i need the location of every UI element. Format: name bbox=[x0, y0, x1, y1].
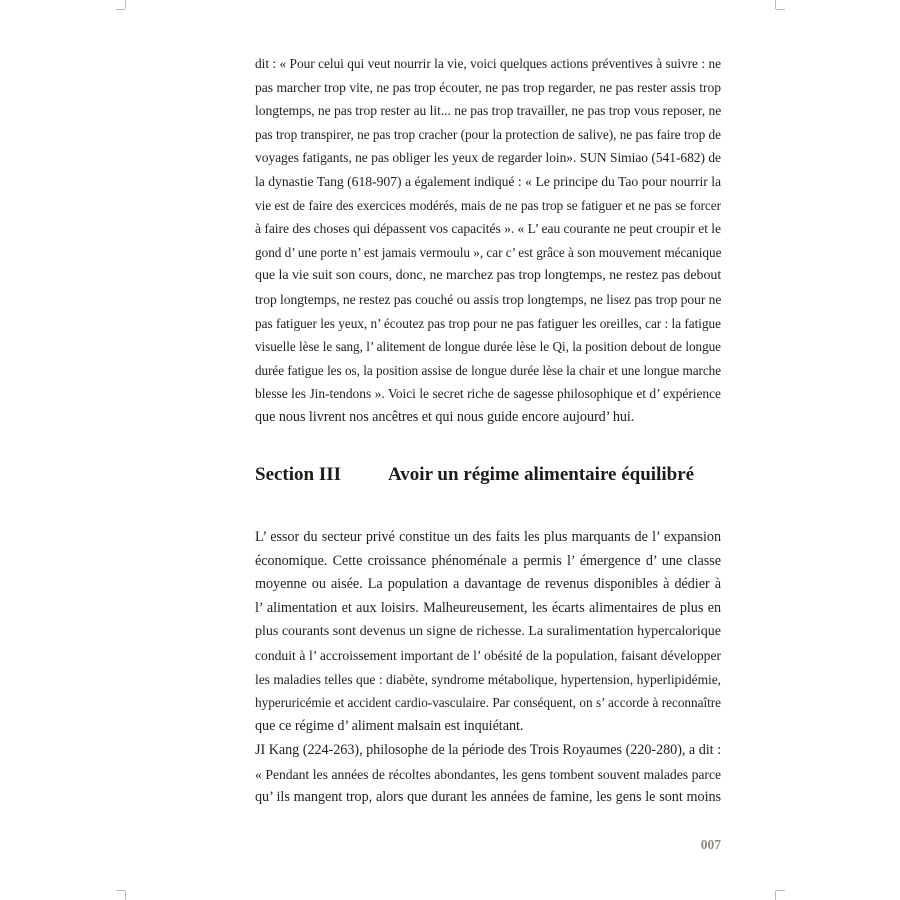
paragraph-line: dit : « Pour celui qui veut nourrir la vie, voici quelques actions préventives à suivre : ne bbox=[255, 56, 721, 71]
paragraph-line: voyages fatigants, ne pas obliger les yeux de regarder loin». SUN Simiao (541-682) de bbox=[255, 150, 721, 166]
paragraph-line: L’ essor du secteur privé constitue un des faits les plus marquants de l’ expansion bbox=[255, 529, 721, 545]
paragraph-line: plus courants sont devenus un signe de richesse. La suralimentation hypercalorique bbox=[255, 623, 721, 640]
paragraph-line: la dynastie Tang (618-907) a également indiqué : « Le principe du Tao pour nourrir la bbox=[255, 173, 721, 189]
paragraph-line: hyperuricémie et accident cardio-vasculaire. Par conséquent, on s’ accorde à reconnaître bbox=[255, 695, 721, 711]
section-title: Avoir un régime alimentaire équilibré bbox=[388, 464, 695, 485]
paragraph-line: conduit à l’ accroissement important de l’ obésité de la population, faisant développer bbox=[255, 647, 721, 663]
crop-mark-bottom-left bbox=[125, 891, 126, 900]
paragraph-line: que ce régime d’ aliment malsain est inquiétant. bbox=[255, 717, 524, 734]
paragraph-line: durée fatigue les os, la position assise de longue durée lèse la chair et une longue marche bbox=[255, 362, 721, 378]
paragraph-line: moyenne ou aisée. La population a davantage de revenus disponibles à dédier à bbox=[255, 576, 721, 593]
paragraph-1 bbox=[255, 52, 721, 430]
paragraph-line: visuelle lèse le sang, l’ alitement de longue durée lèse le Qi, la position debout de longue bbox=[255, 339, 721, 355]
crop-mark-top-left bbox=[125, 0, 126, 9]
paragraph-line: les maladies telles que : diabète, syndrome métabolique, hypertension, hyperlipidémie, bbox=[255, 671, 721, 687]
crop-mark-top-right bbox=[775, 0, 776, 9]
paragraph-3 bbox=[255, 739, 721, 810]
paragraph-line: pas trop transpirer, ne pas trop cracher (pour la protection de salive), ne pas faire trop de bbox=[255, 126, 721, 142]
paragraph-line: que nous livrent nos ancêtres et qui nous guide encore aujourd’ hui. bbox=[255, 408, 635, 425]
paragraph-line: pas fatiguer les yeux, n’ écoutez pas trop pour ne pas fatiguer les oreilles, car : la fatigue bbox=[255, 315, 721, 331]
page-number: 007 bbox=[700, 837, 721, 852]
crop-mark-bottom-left-h bbox=[116, 890, 125, 891]
crop-mark-top-right-h bbox=[776, 9, 785, 10]
paragraph-line: vie est de faire des exercices modérés, mais de ne pas trop se fatiguer et ne pas se forcer bbox=[255, 197, 721, 213]
paragraph-line: économique. Cette croissance phénoménale a permis l’ émergence d’ une classe bbox=[255, 552, 721, 569]
crop-mark-bottom-right-h bbox=[776, 890, 785, 891]
paragraph-line: à faire des choses qui dépassent vos capacités ». « L’ eau courante ne peut croupir et le bbox=[255, 221, 721, 237]
paragraph-line: blesse les Jin-tendons ». Voici le secret riche de sagesse philosophique et d’ expérience bbox=[255, 386, 721, 402]
paragraph-line: longtemps, ne pas trop rester au lit... ne pas trop travailler, ne pas trop vous reposer, ne bbox=[255, 103, 722, 119]
crop-mark-top-left-h bbox=[116, 9, 125, 10]
section-heading bbox=[255, 464, 725, 490]
paragraph-line: que la vie suit son cours, donc, ne marchez pas trop longtemps, ne restez pas debout bbox=[255, 268, 722, 284]
paragraph-line: gond d’ une porte n’ est jamais vermoulu », car c’ est grâce à son mouvement mécanique bbox=[255, 244, 722, 260]
paragraph-2 bbox=[255, 526, 721, 738]
paragraph-line: pas marcher trop vite, ne pas trop écouter, ne pas trop regarder, ne pas rester assis trop bbox=[255, 79, 721, 95]
section-number: Section III bbox=[255, 464, 342, 485]
paragraph-line: l’ alimentation et aux loisirs. Malheureusement, les écarts alimentaires de plus en bbox=[255, 599, 721, 616]
paragraph-line: JI Kang (224-263), philosophe de la période des Trois Royaumes (220-280), a dit : bbox=[255, 742, 721, 758]
crop-mark-bottom-right bbox=[775, 891, 776, 900]
paragraph-line: « Pendant les années de récoltes abondantes, les gens tombent souvent malades parce bbox=[255, 766, 721, 782]
paragraph-line: trop longtemps, ne restez pas couché ou assis trop longtemps, ne lisez pas trop pour ne bbox=[255, 291, 722, 307]
paragraph-line: qu’ ils mangent trop, alors que durant les années de famine, les gens le sont moins bbox=[255, 789, 721, 806]
